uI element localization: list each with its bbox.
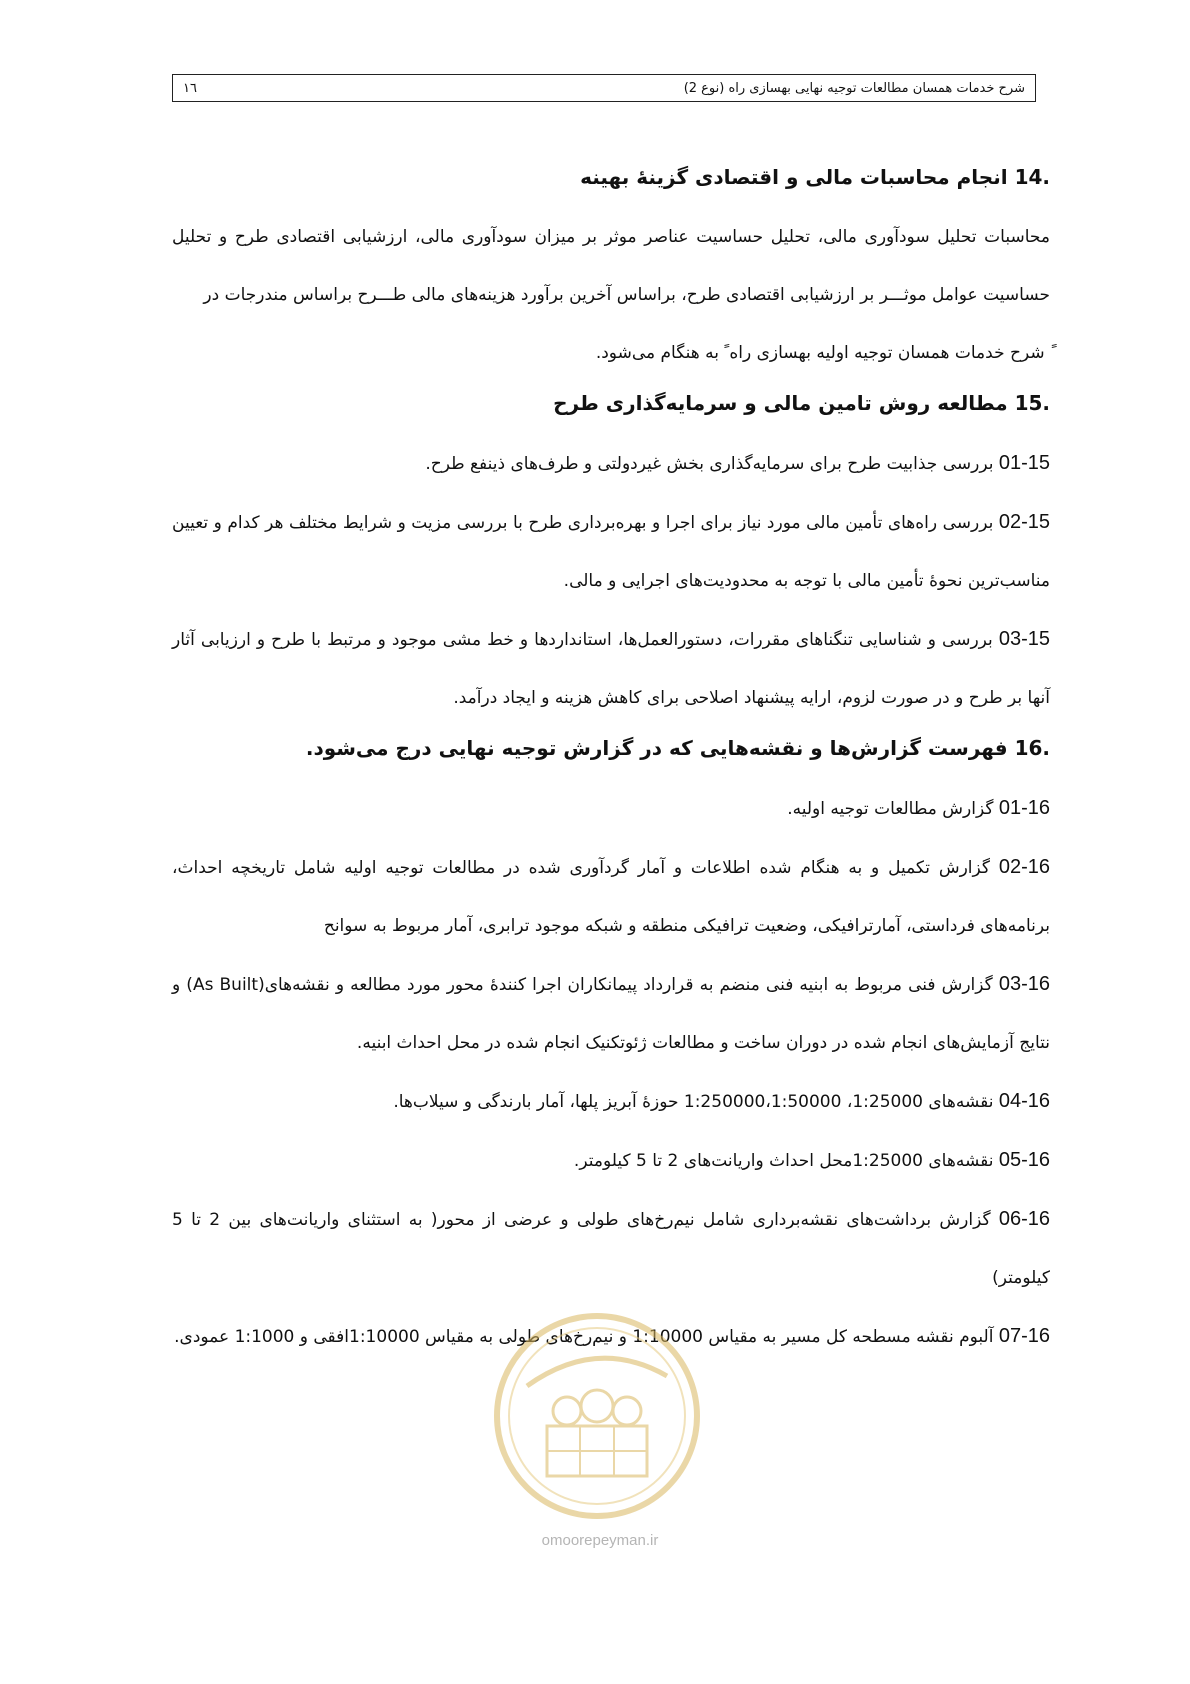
item-text: گزارش مطالعات توجیه اولیه. <box>787 799 994 819</box>
section-title: مطالعه روش تامین مالی و سرمایه‌گذاری طرح <box>553 391 1008 415</box>
list-item <box>172 838 1050 955</box>
item-text: نقشه‌های 1:25000محل احداث واریانت‌های 2 تا 5 کیلومتر. <box>573 1151 994 1171</box>
section-14 <box>172 160 1050 382</box>
section-number: 14. <box>1014 165 1050 189</box>
item-code: 04-16 <box>998 1090 1050 1112</box>
section-15 <box>172 386 1050 727</box>
item-code: 01-16 <box>998 797 1050 819</box>
page-header <box>172 74 1036 102</box>
watermark-site: omoorepeyman.ir <box>541 1532 659 1549</box>
section-16 <box>172 731 1050 1366</box>
section-heading <box>172 160 1050 194</box>
section-title: انجام محاسبات مالی و اقتصادی گزینهٔ بهینه <box>580 165 1008 189</box>
section-heading <box>172 731 1050 765</box>
section-number: 15. <box>1014 391 1050 415</box>
list-item <box>172 493 1050 610</box>
item-text: بررسی راه‌های تأمین مالی مورد نیاز برای اجرا و بهره‌برداری طرح با بررسی مزیت و شرایط مختلف هر کدام و تعیین مناسب‌ترین نحوهٔ تأمین مالی با توجه به محدودیت‌های اجرایی و مالی. <box>172 513 1050 591</box>
list-item <box>172 610 1050 727</box>
header-title: شرح خدمات همسان مطالعات توجیه نهایی بهسازی راه (نوع 2) <box>683 80 1025 96</box>
list-item <box>172 434 1050 493</box>
document-body <box>172 160 1050 1366</box>
list-item <box>172 1072 1050 1131</box>
item-code: 07-16 <box>998 1325 1050 1347</box>
paragraph: محاسبات تحلیل سودآوری مالی، تحلیل حساسیت عناصر موثر بر میزان سودآوری مالی، ارزشیابی اقتصادی طرح و تحلیل حساسیت عوامل موثـــر بر ارزشیابی اقتصادی طرح، براساس آخرین برآورد هزینه‌های مالی طـــرح براساس مندرجات در <box>172 227 1050 305</box>
list-item <box>172 779 1050 838</box>
section-heading <box>172 386 1050 420</box>
item-text: گزارش فنی مربوط به ابنیه فنی منضم به قرارداد پیمانکاران اجرا کنندهٔ محور مورد مطالعه و نقشه‌های(As Built) و نتایج آزمایش‌های انجام شده در دوران ساخت و مطالعات ژئوتکنیک انجام شده در محل احداث ابنیه. <box>172 975 1050 1053</box>
page-number: ١٦ <box>183 80 197 96</box>
watermark-logo <box>487 1306 707 1526</box>
section-number: 16. <box>1014 736 1050 760</box>
list-item <box>172 1190 1050 1307</box>
list-item <box>172 1131 1050 1190</box>
list-item <box>172 955 1050 1072</box>
item-code: 05-16 <box>998 1149 1050 1171</box>
item-code: 02-16 <box>998 856 1050 878</box>
item-code: 03-15 <box>998 628 1051 650</box>
item-text: گزارش تکمیل و به هنگام شده اطلاعات و آمار گردآوری شده در مطالعات توجیه اولیه شامل تاریخچه احداث، برنامه‌های فرداستی، آمارترافیکی، وضعیت ترافیکی منطقه و شبکه موجود ترابری، آمار مربوط به سوانح <box>172 858 1050 936</box>
item-code: 02-15 <box>998 511 1050 533</box>
item-code: 06-16 <box>998 1208 1051 1230</box>
item-code: 03-16 <box>998 973 1050 995</box>
item-text: گزارش برداشت‌های نقشه‌برداری شامل نیم‌رخ‌های طولی و عرضی از محور( به استثنای واریانت‌های بین 2 تا 5 کیلومتر) <box>172 1210 1050 1288</box>
item-text: نقشه‌های 1:25000، 1:250000،1:50000 حوزهٔ آبریز پلها، آمار بارندگی و سیلاب‌ها. <box>393 1092 994 1112</box>
paragraph: ً شرح خدمات همسان توجیه اولیه بهسازی راه ً به هنگام می‌شود. <box>595 343 1050 363</box>
item-code: 01-15 <box>998 452 1050 474</box>
section-title: فهرست گزارش‌ها و نقشه‌هایی که در گزارش توجیه نهایی درج می‌شود. <box>305 736 1008 760</box>
item-text: بررسی و شناسایی تنگناهای مقررات، دستورالعمل‌ها، استانداردها و خط مشی موجود و مرتبط با طرح و ارزیابی آثار آنها بر طرح و در صورت لزوم، ارایه پیشنهاد اصلاحی برای کاهش هزینه و ایجاد درآمد. <box>172 630 1050 708</box>
item-text: آلبوم نقشه مسطحه کل مسیر به مقیاس 1:10000 و نیم‌رخ‌های طولی به مقیاس 1:10000افقی و 1:1000 عمودی. <box>174 1327 994 1347</box>
item-text: بررسی جذابیت طرح برای سرمایه‌گذاری بخش غیردولتی و طرف‌های ذینفع طرح. <box>425 454 994 474</box>
